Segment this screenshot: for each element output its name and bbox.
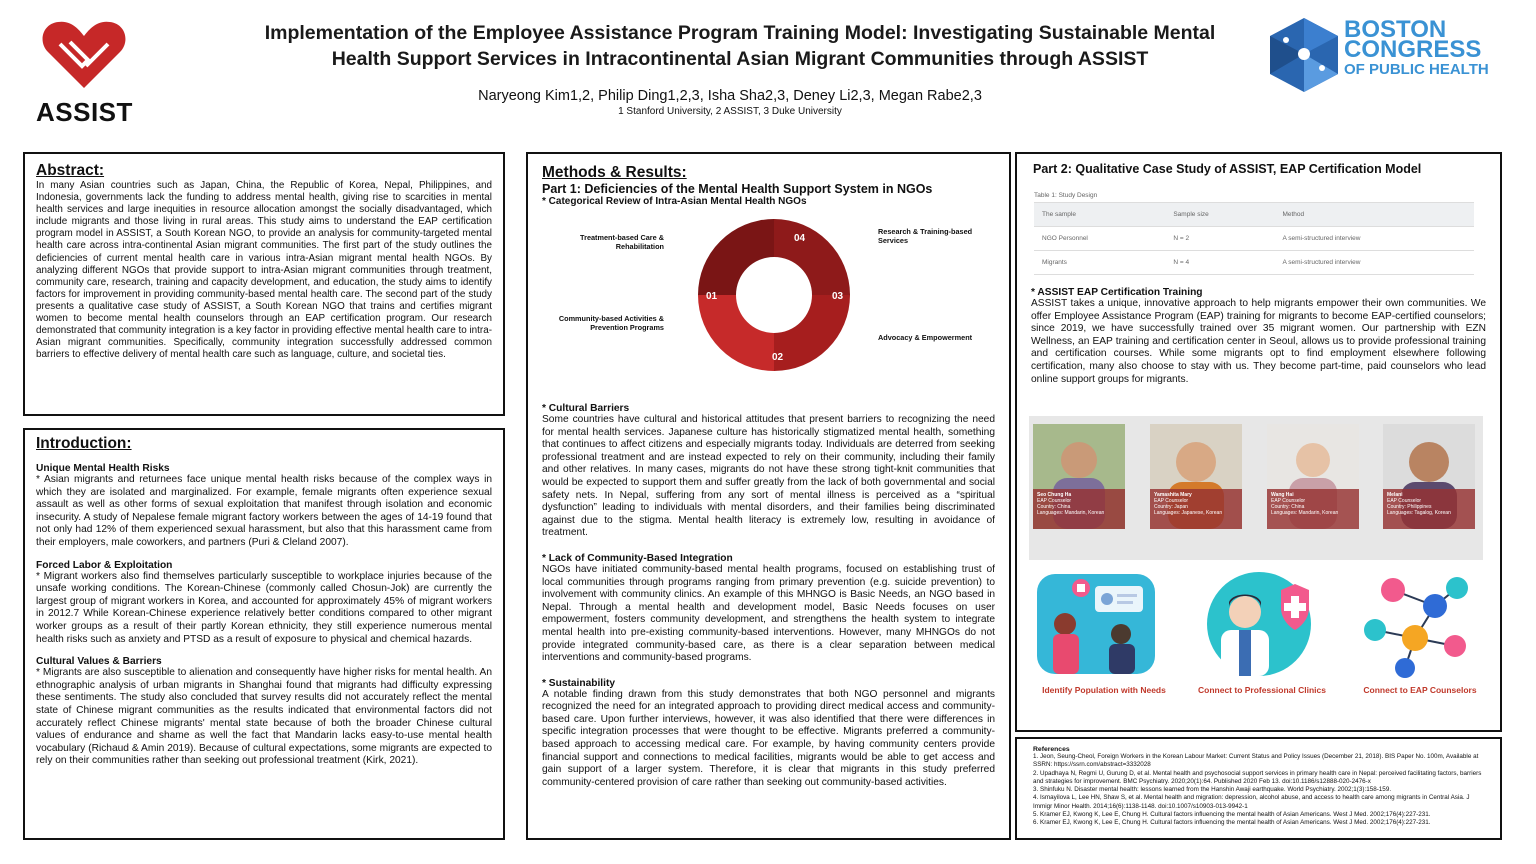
illustration-item (1187, 568, 1337, 695)
table-cell: NGO Personnel (1034, 227, 1165, 251)
table-row (1034, 251, 1474, 275)
counselor-country: Country: China (1271, 504, 1305, 510)
counselor-photo (1033, 424, 1125, 529)
counselor-caption (1267, 489, 1359, 529)
donut-num-04: 04 (794, 233, 806, 244)
reference-item: 5. Kramer EJ, Kwong K, Lee E, Chung H. Cultural factors influencing the mental health of Asian Americans. West J Med. 2002;176(4):227-231. (1033, 811, 1431, 819)
part2-panel (1015, 152, 1502, 732)
donut-svg (694, 215, 854, 375)
affiliations: 1 Stanford University, 2 ASSIST, 3 Duke University (618, 106, 842, 117)
methods-section-title: * Lack of Community-Based Integration (542, 552, 733, 564)
abstract-heading: Abstract: (36, 162, 105, 179)
counselor-caption (1033, 489, 1125, 529)
study-design-table (1034, 202, 1474, 275)
illustration-item (1029, 568, 1179, 695)
boston-congress-logo (1266, 16, 1502, 98)
methods-section-title: * Sustainability (542, 677, 616, 689)
intro-section-title: Unique Mental Health Risks (36, 463, 170, 474)
donut-segment (698, 219, 774, 295)
logo-congress: CONGRESS (1344, 36, 1482, 63)
table-cell: N = 2 (1165, 227, 1274, 251)
references-panel (1015, 737, 1502, 840)
counselor-photo (1383, 424, 1475, 529)
counselor-photo (1267, 424, 1359, 529)
reference-item: 6. Kramer EJ, Kwong K, Lee E, Chung H. Cultural factors influencing the mental health of Asian Americans. West J Med. 2002;176(4):227-231. (1033, 819, 1431, 827)
counselor-name: Yamashita Mary (1154, 492, 1192, 498)
counselor-languages: Languages: Japanese, Korean (1154, 510, 1223, 516)
intro-section-title: Cultural Values & Barriers (36, 656, 162, 668)
illustration-caption: Connect to Professional Clinics (1198, 685, 1326, 695)
donut-segment (774, 295, 850, 371)
reference-item: 1. Jeon, Seung-Cheol, Foreign Workers in the Korean Labour Market: Current Status and Policy Issues (December 21, 2018). BIS Paper No. 100m, Available at SSRN: https://ssrn.com/abstract=3332028 (1033, 753, 1479, 769)
table-header-row (1034, 203, 1474, 227)
table-header-cell: Method (1274, 203, 1474, 227)
authors: Naryeong Kim1,2, Philip Ding1,2,3, Isha Sha2,3, Deney Li2,3, Megan Rabe2,3 (478, 88, 982, 104)
intro-section-text: * Migrant workers also find themselves particularly susceptible to workplace injuries because of the unsafe working conditions. The Korean-Chinese (commonly called Chosun-Jok) are currently the largest group of migrant workers in Korea, and accounted for approximately 45% of migrant workers in 2012.7 While Korean-Chinese experience relatively better conditions compared to other migrant worker groups as a result of their partly Korean ethnicity, they still experience numerous mental health risks such as anxiety and PTSD as a result of exposure to physical and chemical hazards. (36, 570, 492, 645)
methods-panel (526, 152, 1011, 840)
references-heading: References (1033, 746, 1070, 753)
table-cell: A semi-structured interview (1274, 227, 1474, 251)
title-line-2: Health Support Services in Intracontinental Asian Migrant Communities through ASSIST (331, 48, 1149, 70)
donut-num-01: 01 (706, 291, 718, 302)
counselor-role: EAP Counselor (1387, 498, 1422, 504)
donut-label-03: Research & Training-based Services (878, 227, 973, 245)
logo-public-health: OF PUBLIC HEALTH (1344, 61, 1489, 78)
intro-section-text: * Asian migrants and returnees face unique mental health risks because of the complex ways in which they are isolated and marginalized. For example, female migrants often experience sexual assault as well as other forms of sexual exploitation that manifest through isolation and economic insecurity. A study of Nepalese female migrant factory workers between the ages of 14-19 found that not only had 12% of them experienced sexual harassment, but also that this harassment came from their employers, male coworkers, and partners (Puri & Cleland 2007). (36, 474, 492, 548)
table-header-cell: Sample size (1165, 203, 1274, 227)
counselor-photo (1150, 424, 1242, 529)
counselor-photo-strip (1029, 416, 1483, 560)
donut-label-04: Treatment-based Care & Rehabilitation (580, 233, 664, 251)
donut-segment (698, 295, 774, 371)
counselor-country: Country: Philippines (1387, 504, 1432, 510)
counselor-role: EAP Counselor (1271, 498, 1306, 504)
illustration-item (1345, 568, 1495, 695)
geodesic-globe-icon (1266, 16, 1342, 94)
donut-num-03: 03 (832, 291, 844, 302)
donut-label-02: Advocacy & Empowerment (878, 333, 973, 342)
intro-section-text: * Migrants are also susceptible to alienation and consequently have higher risks for mental health. An ethnographic analysis of urban migrants in Shanghai found that migrants had difficulty expressing these sentiments. The study also concluded that survey results did not accurately reflect the mental state of Chinese migrant communities as the results indicated that environmental factors did not accurately reflect Chinese migrants' mental state because of both the broader Chinese cultural values of endurance and shame as well the fact that Mandarin lacks easy-to-use mental health vocabulary (Richaud & Amin 2019). Because of cultural expectations, some migrants are expected to rely on their communities rather than seeking out professional treatment (Kirk, 2021). (36, 667, 492, 767)
counselor-languages: Languages: Mandarin, Korean (1271, 510, 1339, 516)
study-design-table-block (1034, 192, 1486, 275)
reference-item: 2. Upadhaya N, Regmi U, Gurung D, et al. Mental health and psychosocial support services in primary health care in Nepal: perceived facilitating factors, barriers and strategies for improvement. BMC Psychiatry. 2020;20(1):64. Published 2020 Feb 13. doi:10.1186/s12888-020-2476-x (1033, 769, 1482, 785)
doctor-clinic-icon (1187, 568, 1337, 680)
counselor-languages: Languages: Tagalog, Korean (1387, 510, 1451, 516)
counselor-role: EAP Counselor (1037, 498, 1072, 504)
illustration-caption: Identify Population with Needs (1042, 685, 1166, 695)
reference-item: 4. Ismayilova L, Lee HN, Shaw S, et al. Mental health and migration: depression, alcohol abuse, and access to health care among migrants in Central Asia. J Immigr Minor Health. 2014;16(6):1138-1148. doi:10.1007/s10903-013-9942-1 (1033, 794, 1470, 810)
eap-title: * ASSIST EAP Certification Training (1031, 287, 1203, 298)
heart-hands-icon (36, 14, 132, 94)
donut-segment (774, 219, 850, 295)
counselor-name: Wang Hai (1271, 492, 1294, 498)
illustration-caption: Connect to EAP Counselors (1363, 685, 1477, 695)
table-caption: Table 1: Study Design (1034, 192, 1098, 199)
part2-heading: Part 2: Qualitative Case Study of ASSIST, EAP Certification Model (1033, 162, 1422, 176)
title-line-1: Implementation of the Employee Assistance Program Training Model: Investigating Sustainable Mental (264, 22, 1216, 44)
counselor-name: Melani (1387, 492, 1403, 498)
table-cell: N = 4 (1165, 251, 1274, 275)
counselor-network-icon (1345, 568, 1495, 680)
methods-section-text: Some countries have cultural and historical attitudes that present barriers to recognizing the need for mental health services. Japanese culture has historically stigmatized mental health, something that continues to affect citizens and especially migrants today. Individuals are deterred from seeking professional treatment and are instead expected to rely on their community, including their family and other relatives. In many cases, migrants do not have these strong tight-knit communities that would be expected to support them and suffer greatly from the lack of both governmental and social safety nets. In Nepal, suffering from any sort of mental illness is perceived as a “spiritual dysfunction” leading to individuals with mental disorders, and their families being discriminated against due to the stigma. Mental health literacy is extremely low, resulting in avoidance of treatment. (542, 414, 995, 539)
table-cell: Migrants (1034, 251, 1165, 275)
donut-label-01: Community-based Activities & Prevention Programs (558, 314, 664, 332)
identify-population-icon (1029, 568, 1179, 680)
assist-logo-text: ASSIST (36, 97, 133, 127)
counselor-country: Country: Japan (1154, 504, 1188, 510)
reference-item: 3. Shinfuku N. Disaster mental health: lessons learned from the Hanshin Awaji earthquake. World Psychiatry. 2002;1(3):158-159. (1033, 786, 1392, 794)
logo-boston: BOSTON (1344, 16, 1447, 43)
abstract-panel (23, 152, 505, 416)
methods-section-title: * Cultural Barriers (542, 403, 630, 414)
poster-title (200, 20, 1280, 72)
assist-logo (36, 14, 133, 127)
introduction-heading: Introduction: (36, 435, 132, 452)
abstract-text: In many Asian countries such as Japan, China, the Republic of Korea, Nepal, Philippines, and Indonesia, governments lack the funding to address mental health, giving rise to scarcities in mental health services and large inequities in resource allocation amongst the socially disadvantaged, which include migrants and those living in rural areas. This study aims to understand the EAP certification program model in ASSIST, a South Korean NGO, to provide an analysis for community-targeted mental health care across intra-continental Asian migrant communities. The first part of the study outlines the deficiencies of current mental health care in various intra-Asian migrant mental health NGOs. By analyzing different NGOs that provide support to intra-Asian migrant communities through treatment, community care, research, training and capacity development, and education, the study aims to identify factors for improvement in providing community-based mental health care. The second part of the study presents a qualitative case study of ASSIST, a South Korean NGO that trains and certifies migrant women to become mental health counselors through an EAP certification program. Our research demonstrated that community integration is a key factor in providing effective mental health care to intra-Asian migrant communities. Specifically, community integration successfully addressed common barriers to effective delivery of mental health care such as language, culture, and societal ties. (36, 180, 492, 361)
intro-section-title: Forced Labor & Exploitation (36, 559, 173, 571)
methods-section-text: A notable finding drawn from this study demonstrates that both NGO personnel and migrants recognized the need for an integrated approach to providing direct medical access and community-based care. Upon further interviews, however, it was also identified that there were differences in specific integration processes that were thought to be effective. Migrants preferred a community-based approach to accessing medical care. For example, by having community centers provide financial support and connections to medical facilities, migrants would be able to get access and gain support of a larger system. Therefore, it is clear that migrants in this study preferred community-centered provision of care rather than seeking out community-based activities. (542, 688, 995, 788)
counselor-country: Country: China (1037, 504, 1071, 510)
part1-heading: Part 1: Deficiencies of the Mental Health Support System in NGOs (542, 182, 933, 196)
table-header-cell: The sample (1034, 203, 1165, 227)
table-row (1034, 227, 1474, 251)
counselor-languages: Languages: Mandarin, Korean (1037, 510, 1105, 516)
review-heading: * Categorical Review of Intra-Asian Mental Health NGOs (542, 196, 807, 207)
counselor-caption (1150, 489, 1242, 529)
eap-text: ASSIST takes a unique, innovative approach to help migrants empower their own communities. We offer Employee Assistance Program (EAP) training for migrants to become EAP-certified counselors; since 2019, we have successfully trained over 35 migrant women. Our partnership with EZN Wellness, an EAP training and certification center in Seoul, allows us to provide professional training and certification courses. While some migrants opt to find employment elsewhere following certification, many also choose to stay with us. They become part-time, paid counselors who lead online support groups for migrants. (1031, 298, 1486, 385)
counselor-name: Seo Chung Ha (1037, 492, 1072, 498)
counselor-caption (1383, 489, 1475, 529)
methods-section-text: NGOs have initiated community-based mental health programs, focused on establishing trust of local communities through programs ranging from primary prevention (e.g. suicide prevention) to involvement with community clinics. An example of this MHNGO is Basic Needs, an NGO based in Nepal. Through a mental health and development model, Basic Needs focuses on user empowerment, fosters community development, and strengthens the health system to integrate mental health into pre-existing community-based interventions. However, many MHNGOs do not provide integrated community-based care, as there is a clear separation between medical interventions and community-based programs. (542, 563, 995, 664)
table-cell: A semi-structured interview (1274, 251, 1474, 275)
methods-heading: Methods & Results: (542, 164, 687, 181)
counselor-role: EAP Counselor (1154, 498, 1189, 504)
care-pathway-illustrations (1029, 568, 1489, 708)
donut-num-02: 02 (772, 352, 784, 363)
ngo-donut-diagram (542, 207, 995, 393)
introduction-panel (23, 428, 505, 840)
